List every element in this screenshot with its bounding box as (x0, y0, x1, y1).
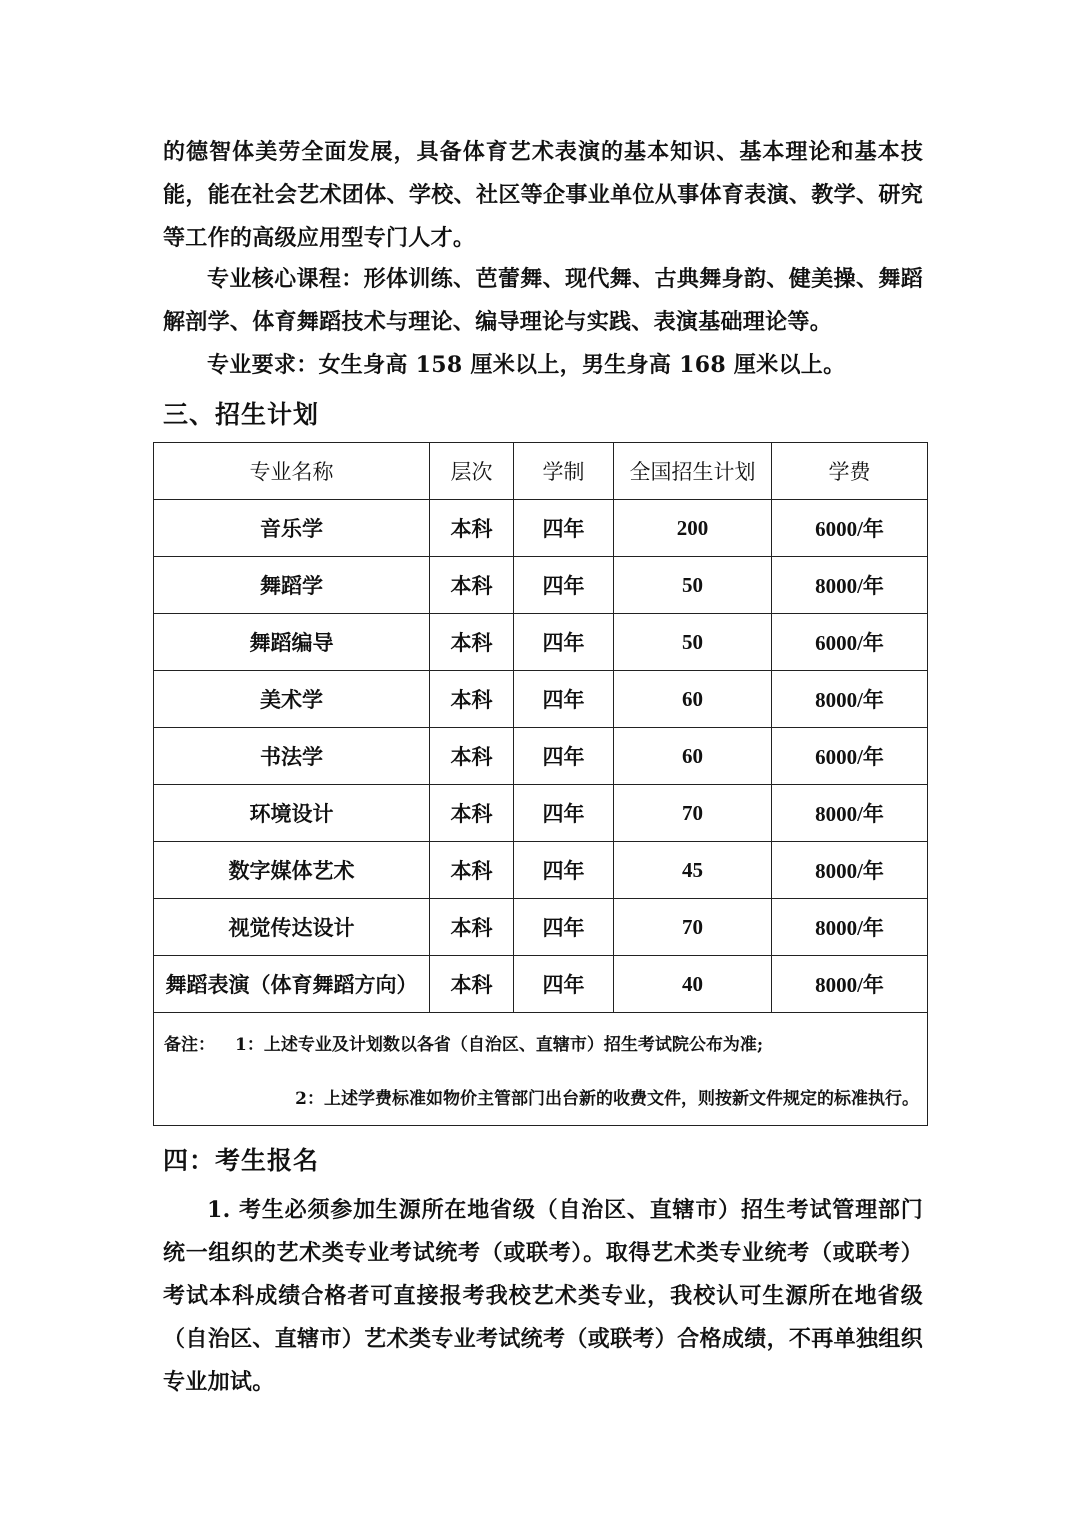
table-row (154, 785, 928, 842)
cell-plan: 50 (614, 557, 772, 614)
header-major: 专业名称 (154, 443, 430, 500)
table-row (154, 557, 928, 614)
header-duration: 学制 (514, 443, 614, 500)
cell-major: 美术学 (154, 671, 430, 728)
intro-paragraph: 的德智体美劳全面发展，具备体育艺术表演的基本知识、基本理论和基本技能，能在社会艺术团体、学校、社区等企事业单位从事体育表演、教学、研究等工作的高级应用型专门人才。 (163, 139, 923, 251)
cell-plan: 70 (614, 899, 772, 956)
note-1-text: 1：上述专业及计划数以各省（自治区、直辖市）招生考试院公布为准; (235, 1035, 764, 1055)
cell-major: 舞蹈编导 (154, 614, 430, 671)
cell-duration: 四年 (514, 842, 614, 899)
table-row (154, 842, 928, 899)
header-level: 层次 (430, 443, 514, 500)
cell-level: 本科 (430, 956, 514, 1013)
cell-tuition: 8000/年 (772, 842, 928, 899)
cell-level: 本科 (430, 671, 514, 728)
cell-plan: 60 (614, 671, 772, 728)
table-row (154, 956, 928, 1013)
cell-major: 舞蹈表演（体育舞蹈方向） (154, 956, 430, 1013)
cell-plan: 45 (614, 842, 772, 899)
cell-tuition: 8000/年 (772, 785, 928, 842)
table-row (154, 899, 928, 956)
cell-level: 本科 (430, 728, 514, 785)
table-header-row (154, 443, 928, 500)
cell-major: 数字媒体艺术 (154, 842, 430, 899)
core-courses-paragraph: 专业核心课程：形体训练、芭蕾舞、现代舞、古典舞身韵、健美操、舞蹈解剖学、体育舞蹈技术与理论、编导理论与实践、表演基础理论等。 (163, 266, 923, 335)
table-notes-row (154, 1013, 928, 1126)
header-tuition: 学费 (772, 443, 928, 500)
cell-tuition: 8000/年 (772, 899, 928, 956)
enrollment-plan-table (153, 442, 928, 1126)
cell-plan: 70 (614, 785, 772, 842)
cell-level: 本科 (430, 614, 514, 671)
cell-plan: 40 (614, 956, 772, 1013)
cell-level: 本科 (430, 500, 514, 557)
cell-plan: 50 (614, 614, 772, 671)
cell-duration: 四年 (514, 956, 614, 1013)
note-line-1 (154, 1035, 927, 1055)
cell-tuition: 8000/年 (772, 956, 928, 1013)
cell-level: 本科 (430, 842, 514, 899)
cell-duration: 四年 (514, 557, 614, 614)
table-row (154, 500, 928, 557)
notes-label: 备注： (164, 1035, 215, 1055)
cell-plan: 60 (614, 728, 772, 785)
requirements-paragraph: 专业要求：女生身高 158 厘米以上，男生身高 168 厘米以上。 (207, 352, 846, 378)
table-notes (154, 1013, 928, 1126)
cell-level: 本科 (430, 785, 514, 842)
cell-duration: 四年 (514, 500, 614, 557)
cell-major: 环境设计 (154, 785, 430, 842)
cell-duration: 四年 (514, 614, 614, 671)
cell-tuition: 8000/年 (772, 557, 928, 614)
cell-duration: 四年 (514, 899, 614, 956)
section3-heading: 三、招生计划 (163, 400, 320, 429)
cell-tuition: 8000/年 (772, 671, 928, 728)
note-2-text: 2：上述学费标准如物价主管部门出台新的收费文件，则按新文件规定的标准执行。 (295, 1089, 919, 1109)
cell-level: 本科 (430, 899, 514, 956)
table-row (154, 728, 928, 785)
table-row (154, 671, 928, 728)
cell-tuition: 6000/年 (772, 728, 928, 785)
cell-tuition: 6000/年 (772, 500, 928, 557)
section4-heading: 四：考生报名 (163, 1146, 320, 1175)
cell-major: 书法学 (154, 728, 430, 785)
cell-tuition: 6000/年 (772, 614, 928, 671)
cell-duration: 四年 (514, 785, 614, 842)
header-national-plan: 全国招生计划 (614, 443, 772, 500)
cell-major: 舞蹈学 (154, 557, 430, 614)
cell-plan: 200 (614, 500, 772, 557)
table-row (154, 614, 928, 671)
cell-major: 音乐学 (154, 500, 430, 557)
registration-paragraph: 1. 考生必须参加生源所在地省级（自治区、直辖市）招生考试管理部门统一组织的艺术类专业考试统考（或联考）。取得艺术类专业统考（或联考）考试本科成绩合格者可直接报考我校艺术类专业，我校认可生源所在地省级（自治区、直辖市）艺术类专业考试统考（或联考）合格成绩，不再单独组织专业加试。 (163, 1197, 923, 1395)
cell-duration: 四年 (514, 728, 614, 785)
cell-duration: 四年 (514, 671, 614, 728)
cell-major: 视觉传达设计 (154, 899, 430, 956)
cell-level: 本科 (430, 557, 514, 614)
